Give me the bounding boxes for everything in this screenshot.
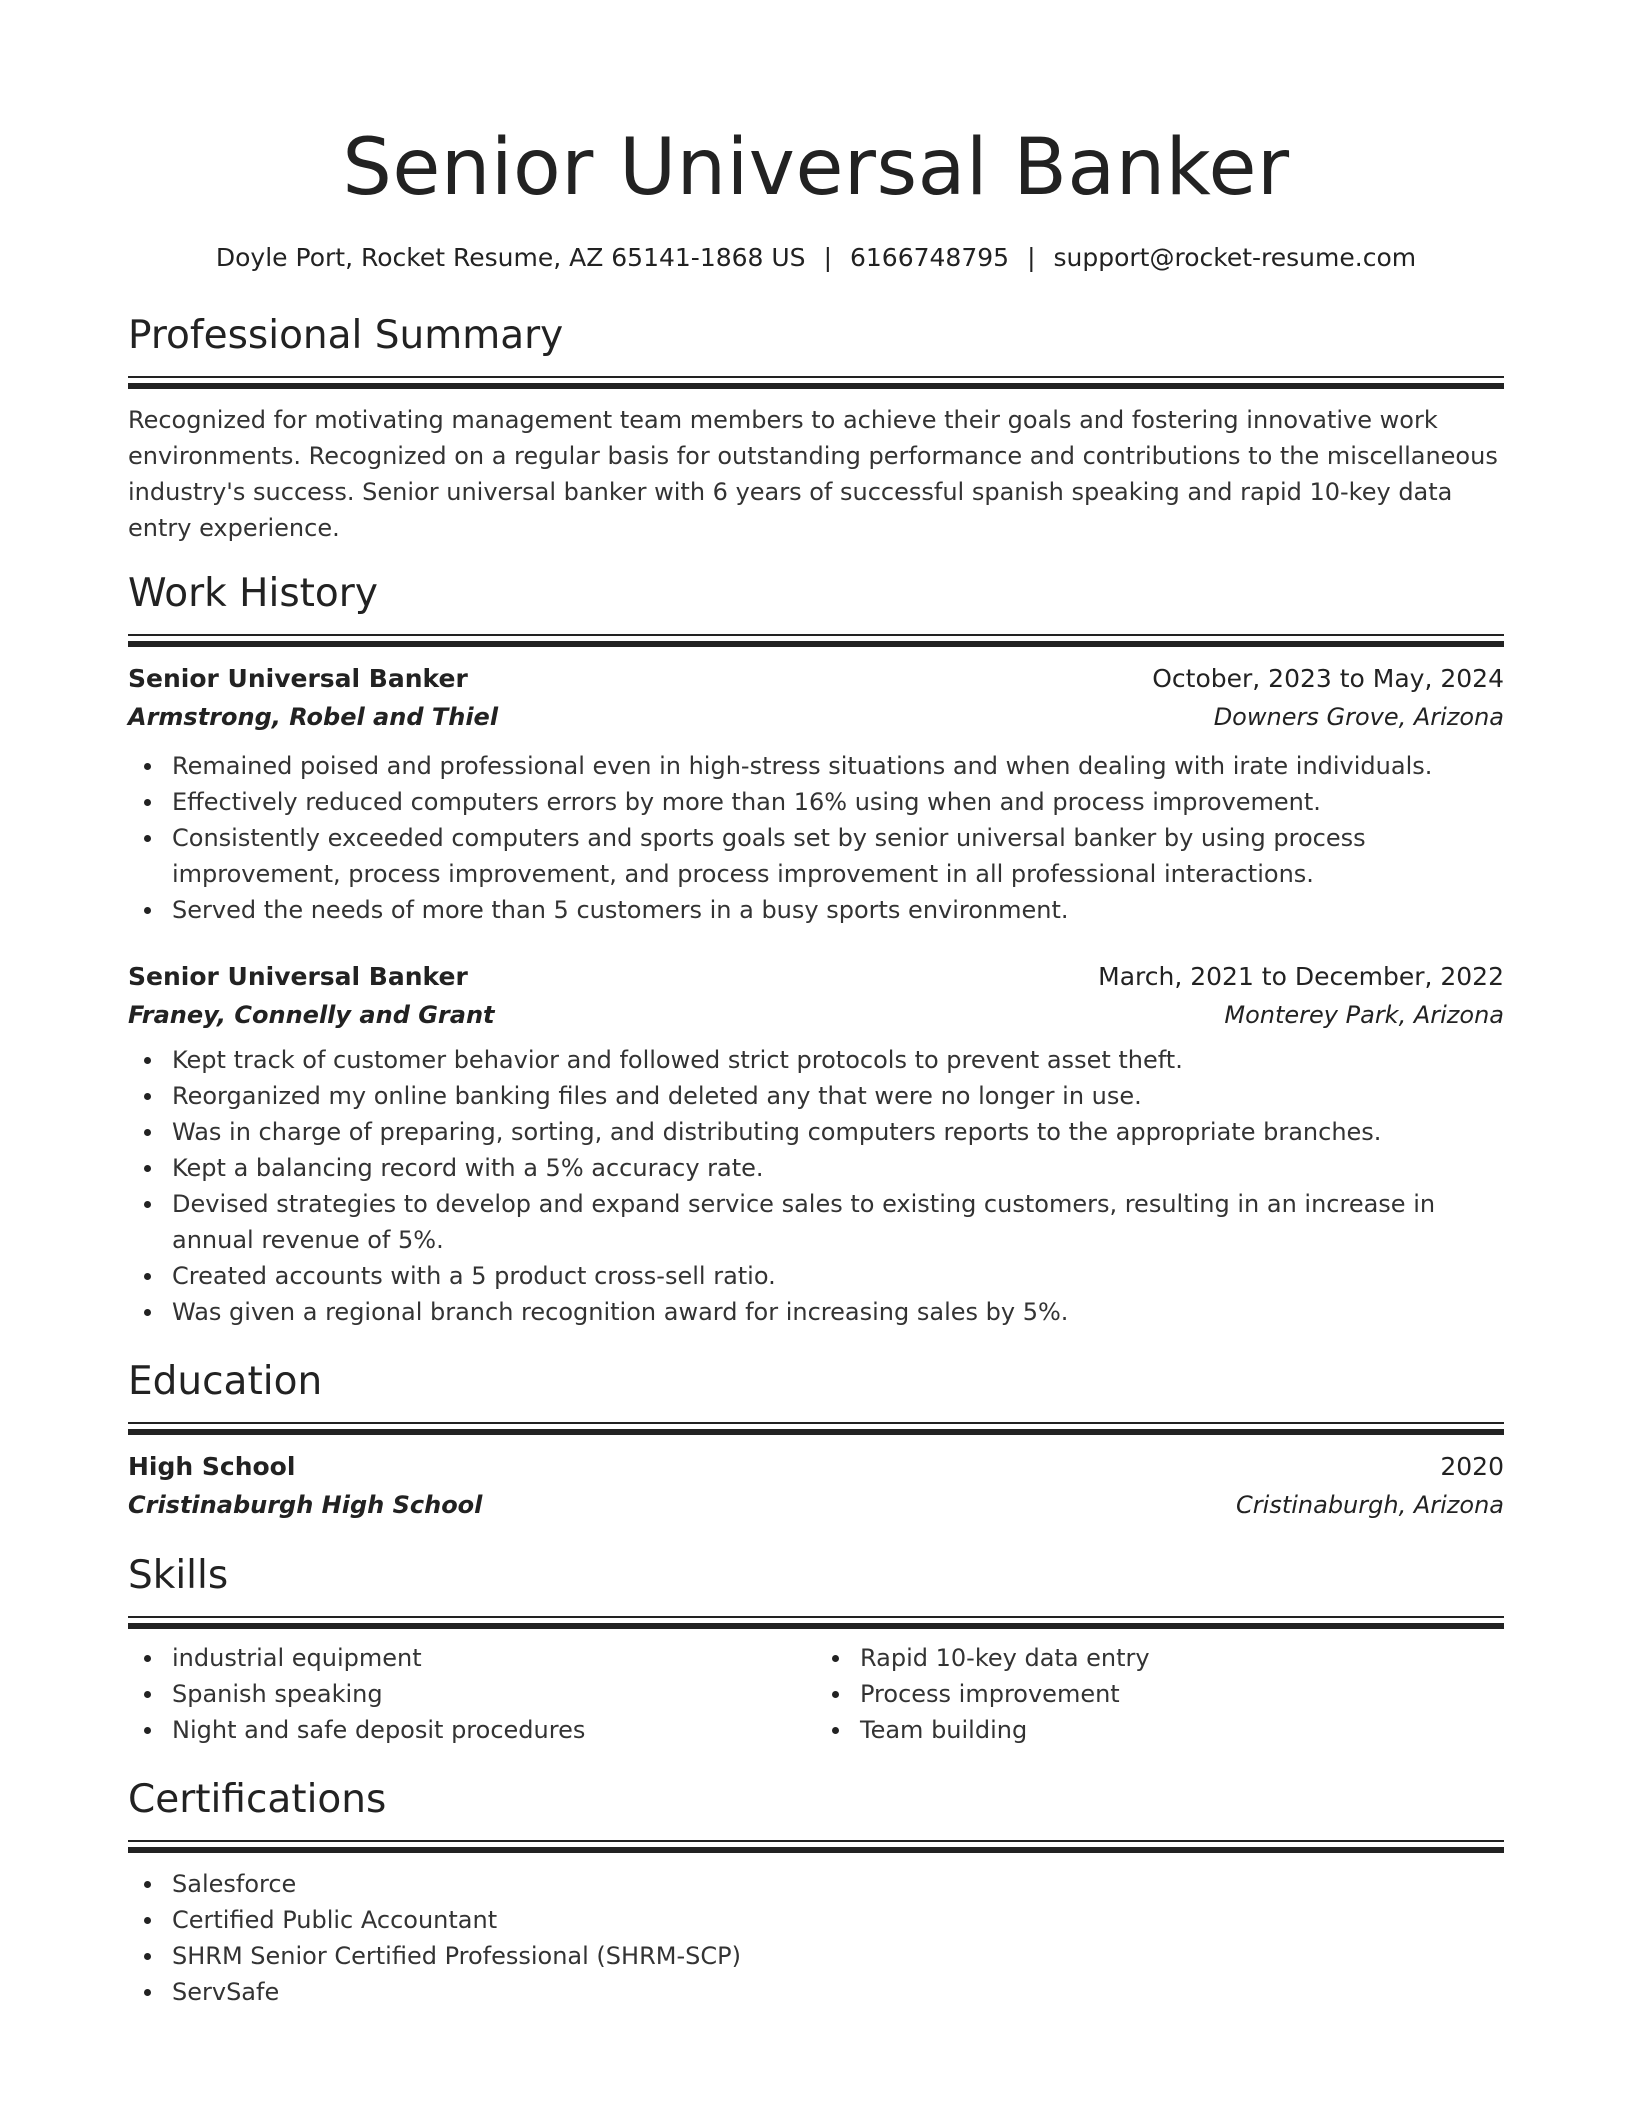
list-item: SHRM Senior Certified Professional (SHRM-SCP) xyxy=(172,1938,1504,1974)
work-history-section xyxy=(128,568,1504,1330)
summary-section xyxy=(128,310,1504,546)
job-dates: October, 2023 to May, 2024 xyxy=(1152,664,1504,693)
section-heading-skills: Skills xyxy=(128,1553,229,1598)
job-company: Franey, Connelly and Grant xyxy=(128,1001,495,1029)
list-item: Reorganized my online banking files and deleted any that were no longer in use. xyxy=(172,1078,1504,1114)
section-heading-summary: Professional Summary xyxy=(128,313,564,358)
list-item: Served the needs of more than 5 customers in a busy sports environment. xyxy=(172,892,1504,928)
section-heading-education: Education xyxy=(128,1359,323,1404)
list-item: ServSafe xyxy=(172,1974,1504,2010)
section-divider xyxy=(128,1840,1504,1852)
summary-text: Recognized for motivating management team members to achieve their goals and fostering innovative work environments. Recognized on a regular basis for outstanding performance and contributions to the miscellaneous industry's success. Senior universal banker with 6 years of successful spanish speaking and rapid 10-key data entry experience. xyxy=(128,406,1498,542)
job-company: Armstrong, Robel and Thiel xyxy=(128,703,499,731)
contact-separator: | xyxy=(823,243,832,272)
certifications-list xyxy=(128,1866,1504,2010)
list-item: Kept track of customer behavior and followed strict protocols to prevent asset theft. xyxy=(172,1042,1504,1078)
job-bullets xyxy=(128,748,1504,928)
contact-phone: 6166748795 xyxy=(850,243,1010,272)
job-location: Downers Grove, Arizona xyxy=(1213,703,1504,731)
job-dates: March, 2021 to December, 2022 xyxy=(1098,962,1504,991)
job-title: Senior Universal Banker xyxy=(128,962,468,991)
contact-separator: | xyxy=(1027,243,1036,272)
list-item: Salesforce xyxy=(172,1866,1504,1902)
list-item: Rapid 10-key data entry xyxy=(860,1640,1504,1676)
job-entry xyxy=(128,660,1504,928)
education-school: Cristinaburgh High School xyxy=(128,1491,483,1519)
skills-list-left xyxy=(128,1640,816,1748)
list-item: Spanish speaking xyxy=(172,1676,816,1712)
skills-grid xyxy=(128,1640,1504,1748)
list-item: Effectively reduced computers errors by more than 16% using when and process improvement. xyxy=(172,784,1504,820)
resume-title: Senior Universal Banker xyxy=(342,123,1290,213)
contact-line xyxy=(128,240,1504,276)
job-title: Senior Universal Banker xyxy=(128,664,468,693)
list-item: Consistently exceeded computers and sports goals set by senior universal banker by using process improvement, process improvement, and process improvement in all professional interactions. xyxy=(172,820,1504,892)
job-location: Monterey Park, Arizona xyxy=(1224,1001,1504,1029)
section-divider xyxy=(128,634,1504,646)
list-item: Devised strategies to develop and expand service sales to existing customers, resulting in an increase in annual revenue of 5%. xyxy=(172,1186,1504,1258)
contact-email: support@rocket-resume.com xyxy=(1053,243,1417,272)
education-year: 2020 xyxy=(1440,1452,1504,1481)
list-item: Certified Public Accountant xyxy=(172,1902,1504,1938)
education-degree: High School xyxy=(128,1452,296,1481)
section-heading-certifications: Certifications xyxy=(128,1777,387,1822)
education-location: Cristinaburgh, Arizona xyxy=(1236,1491,1504,1519)
skills-list-right xyxy=(816,1640,1504,1748)
list-item: Was given a regional branch recognition award for increasing sales by 5%. xyxy=(172,1294,1504,1330)
job-bullets xyxy=(128,1042,1504,1330)
section-divider xyxy=(128,376,1504,388)
contact-address: Doyle Port, Rocket Resume, AZ 65141-1868 US xyxy=(215,243,806,272)
list-item: Team building xyxy=(860,1712,1504,1748)
list-item: industrial equipment xyxy=(172,1640,816,1676)
education-section xyxy=(128,1356,1504,1524)
section-heading-work-history: Work History xyxy=(128,571,378,616)
list-item: Night and safe deposit procedures xyxy=(172,1712,816,1748)
certifications-section xyxy=(128,1774,1504,2010)
job-entry xyxy=(128,958,1504,1330)
list-item: Remained poised and professional even in high-stress situations and when dealing with irate individuals. xyxy=(172,748,1504,784)
education-entry xyxy=(128,1448,1504,1524)
list-item: Kept a balancing record with a 5% accuracy rate. xyxy=(172,1150,1504,1186)
list-item: Created accounts with a 5 product cross-sell ratio. xyxy=(172,1258,1504,1294)
list-item: Was in charge of preparing, sorting, and distributing computers reports to the appropriate branches. xyxy=(172,1114,1504,1150)
section-divider xyxy=(128,1422,1504,1434)
list-item: Process improvement xyxy=(860,1676,1504,1712)
skills-section xyxy=(128,1550,1504,1748)
section-divider xyxy=(128,1616,1504,1628)
